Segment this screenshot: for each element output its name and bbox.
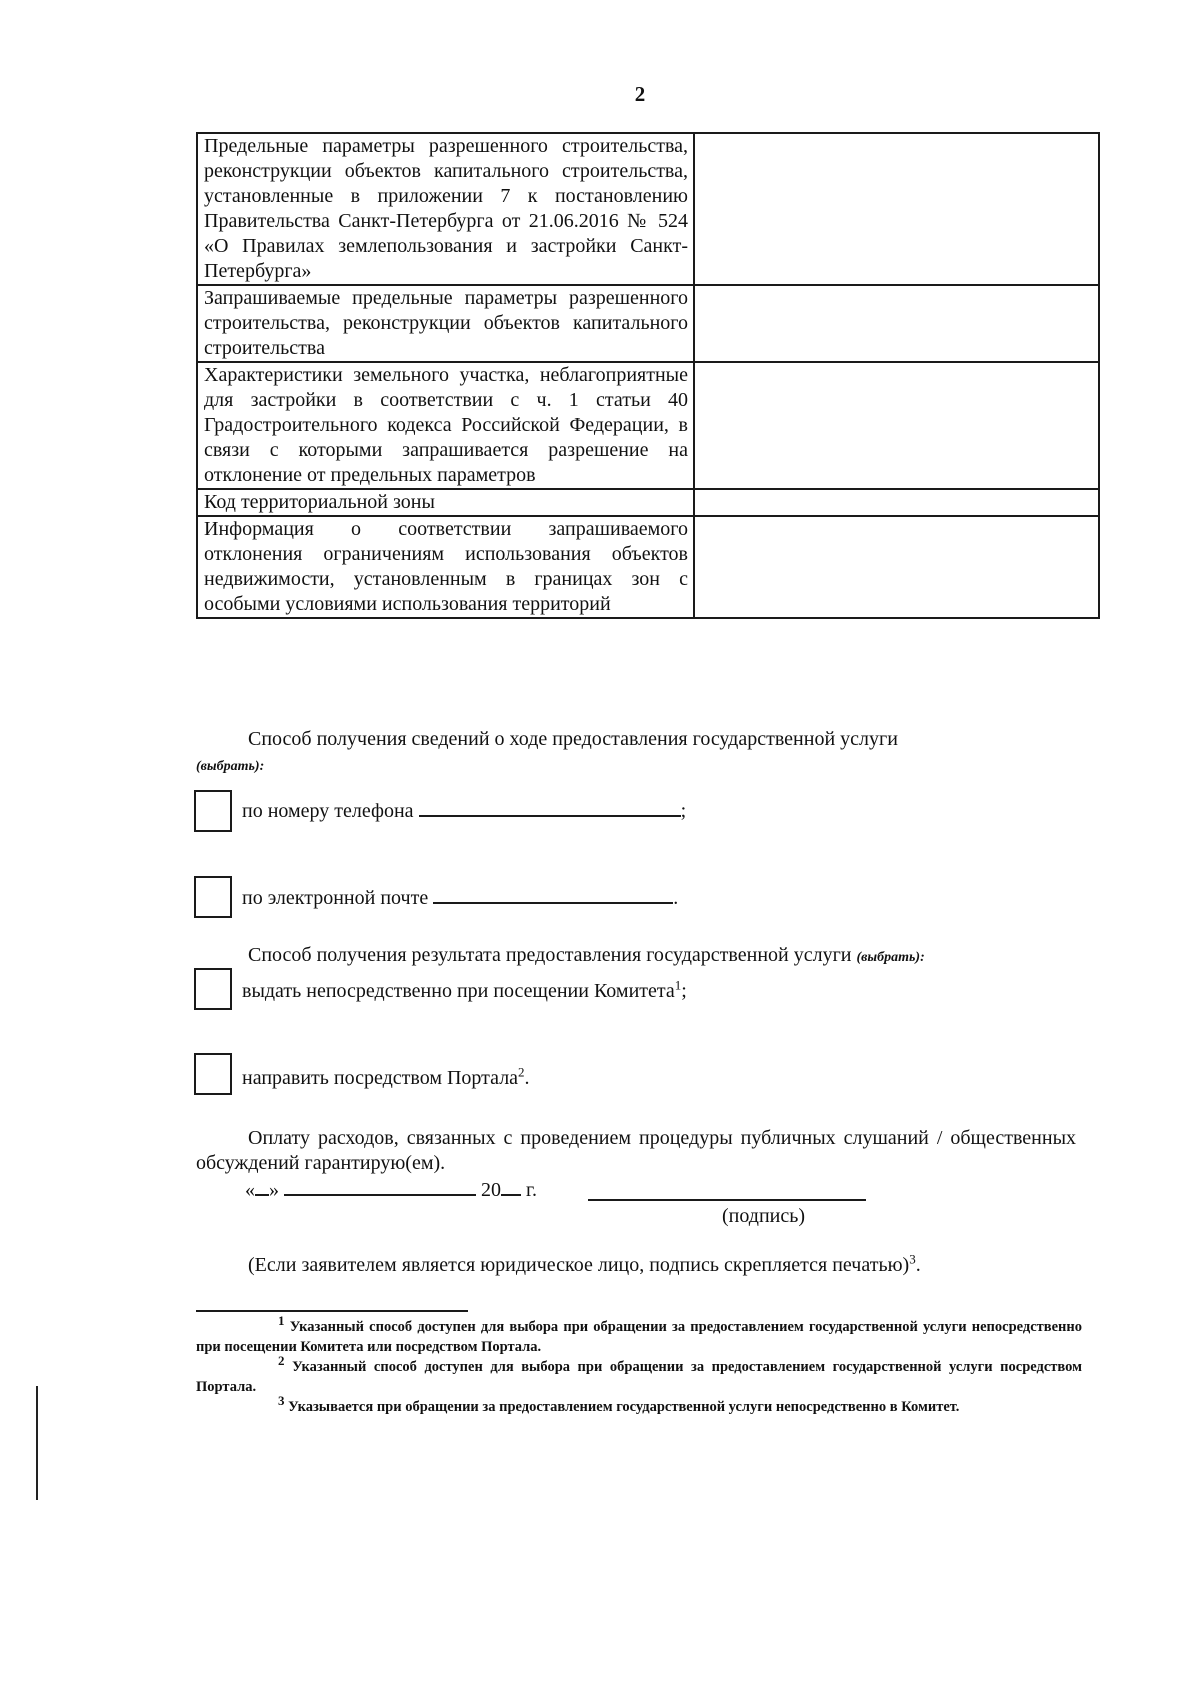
- email-option-label: по электронной почте: [242, 887, 429, 909]
- table-row: [197, 285, 1099, 362]
- portal-option-label: направить посредством Портала: [242, 1067, 519, 1089]
- year-suffix: г.: [526, 1179, 537, 1201]
- date-close-quote: »: [269, 1179, 279, 1201]
- page-number: 2: [634, 82, 646, 106]
- year-prefix: 20: [481, 1179, 501, 1201]
- portal-checkbox[interactable]: [194, 1053, 232, 1095]
- seal-note: [248, 1253, 921, 1278]
- table-row-label: Предельные параметры разрешенного строительства, реконструкции объектов капитального строительства, установленные в приложении 7 к постановлению Правительства Санкт-Петербурга от 21.06.2016 № 524 «О Правилах землепользования и застройки Санкт-Петербурга»: [197, 133, 694, 285]
- footnote-ref-1: 1: [674, 977, 682, 993]
- scan-margin-mark: [36, 1386, 38, 1500]
- phone-checkbox[interactable]: [194, 790, 232, 832]
- table-row-label: Запрашиваемые предельные параметры разрешенного строительства, реконструкции объектов капитального строительства: [197, 285, 694, 362]
- info-method-heading: [196, 727, 1076, 779]
- footnote-item: [196, 1313, 1082, 1357]
- seal-note-text: (Если заявителем является юридическое лицо, подпись скрепляется печатью): [248, 1254, 910, 1276]
- table-row: [197, 362, 1099, 489]
- footnote-ref-3: 3: [909, 1251, 916, 1267]
- date-open-quote: «: [245, 1179, 255, 1201]
- result-method-heading-text: Способ получения результата предоставления государственной услуги: [248, 944, 852, 966]
- table-row-value-field[interactable]: [694, 516, 1099, 618]
- signature-line[interactable]: [588, 1199, 866, 1201]
- signature-caption: (подпись): [722, 1205, 806, 1227]
- footnote-text: Указывается при обращении за предоставлением государственной услуги непосредственно в Комитет.: [288, 1399, 960, 1415]
- table-row-value-field[interactable]: [694, 133, 1099, 285]
- year-input-line[interactable]: [501, 1176, 521, 1196]
- footnote-mark: 1: [278, 1313, 285, 1329]
- table-row: [197, 489, 1099, 516]
- table-row: [197, 133, 1099, 285]
- table-row-value-field[interactable]: [694, 362, 1099, 489]
- footnotes: [196, 1313, 1083, 1417]
- parameters-table: [196, 132, 1100, 619]
- info-method-heading-text: Способ получения сведений о ходе предоставления государственной услуги: [248, 728, 898, 750]
- in-person-option-label: выдать непосредственно при посещении Комитета: [242, 980, 675, 1002]
- phone-option: [242, 797, 686, 824]
- seal-note-end: .: [915, 1254, 921, 1276]
- phone-option-end: ;: [680, 800, 687, 822]
- table-row: [197, 516, 1099, 618]
- table-row-value-field[interactable]: [694, 285, 1099, 362]
- day-input-line[interactable]: [255, 1176, 269, 1196]
- footnote-item: [196, 1353, 1083, 1397]
- email-option: [242, 884, 678, 911]
- email-option-end: .: [673, 887, 679, 909]
- footnote-item: [196, 1393, 1082, 1417]
- info-method-hint: (выбрать):: [196, 759, 265, 774]
- month-input-line[interactable]: [284, 1176, 476, 1196]
- table-row-label: Код территориальной зоны: [197, 489, 694, 516]
- table-row-label: Характеристики земельного участка, неблагоприятные для застройки в соответствии с ч. 1 статьи 40 Градостроительного кодекса Российской Федерации, в связи с которыми запрашивается разрешение на отклонение от предельных параметров: [197, 362, 694, 489]
- phone-input-line[interactable]: [419, 797, 681, 817]
- footnote-mark: 3: [278, 1393, 285, 1409]
- portal-option: [242, 1066, 530, 1091]
- footnote-text: Указанный способ доступен для выбора при обращении за предоставлением государственной услуги посредством Портала.: [196, 1359, 1083, 1395]
- result-method-heading: [196, 943, 1076, 970]
- footnote-text: Указанный способ доступен для выбора при обращении за предоставлением государственной услуги непосредственно при посещении Комитета или посредством Портала.: [196, 1319, 1082, 1355]
- table-row-label: Информация о соответствии запрашиваемого отклонения ограничениям использования объектов недвижимости, установленным в границах зон с особыми условиями использования территорий: [197, 516, 694, 618]
- result-method-hint: (выбрать):: [856, 950, 925, 965]
- footnote-separator: [196, 1310, 468, 1312]
- footnote-ref-2: 2: [518, 1064, 525, 1080]
- in-person-checkbox[interactable]: [194, 968, 232, 1010]
- phone-option-label: по номеру телефона: [242, 800, 414, 822]
- email-checkbox[interactable]: [194, 876, 232, 918]
- in-person-option: [242, 979, 687, 1004]
- date-line: [245, 1176, 537, 1203]
- portal-option-end: .: [524, 1067, 530, 1089]
- email-input-line[interactable]: [433, 884, 673, 904]
- footnote-mark: 2: [278, 1353, 285, 1369]
- in-person-option-end: ;: [681, 980, 687, 1002]
- payment-guarantee-text: Оплату расходов, связанных с проведением процедуры публичных слушаний / общественных обсуждений гарантирую(ем).: [196, 1127, 1076, 1174]
- table-row-value-field[interactable]: [694, 489, 1099, 516]
